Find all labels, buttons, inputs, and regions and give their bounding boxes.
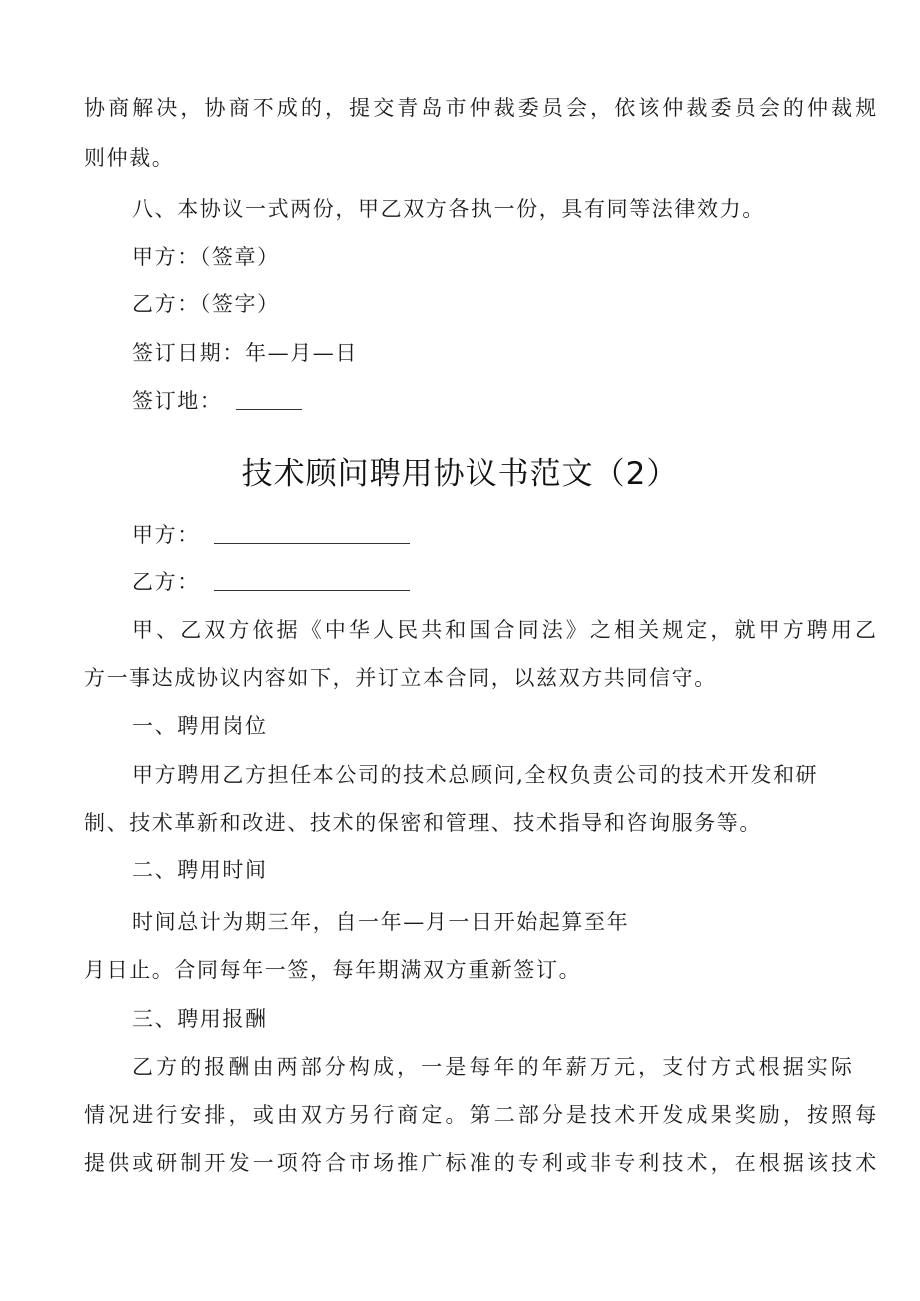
paragraph-line: 协商解决，协商不成的，提交青岛市仲裁委员会，依该仲裁委员会的仲裁规 (84, 96, 880, 120)
paragraph-line: 方一事达成协议内容如下，并订立本合同，以兹双方共同信守。 (84, 666, 717, 690)
paragraph-line: 月日止。合同每年一签，每年期满双方重新签订。 (84, 958, 582, 982)
sign-date: 签订日期：年—月—日 (132, 341, 358, 365)
party-b-label: 乙方： (132, 570, 200, 594)
paragraph-line: 甲、乙双方依据《中华人民共和国合同法》之相关规定，就甲方聘用乙 (132, 618, 880, 642)
paragraph-line: 则仲裁。 (84, 146, 175, 170)
sign-place (132, 391, 892, 412)
section-heading: 二、聘用时间 (132, 858, 268, 882)
paragraph-line: 甲方聘用乙方担任本公司的技术总顾问,全权负责公司的技术开发和研 (132, 763, 819, 787)
party-b-field (132, 572, 892, 593)
paragraph-line: 时间总计为期三年，自一年—月一日开始起算至年 (132, 910, 630, 934)
party-a-blank (214, 542, 410, 544)
clause-eight: 八、本协议一式两份，甲乙双方各执一份，具有同等法律效力。 (132, 197, 765, 221)
party-a-label: 甲方： (132, 523, 200, 547)
paragraph-line: 制、技术革新和改进、技术的保密和管理、技术指导和咨询服务等。 (84, 811, 762, 835)
document-title: 技术顾问聘用协议书范文（2） (241, 456, 679, 492)
party-a-signature: 甲方：（签章） (132, 245, 280, 269)
party-a-field (132, 525, 892, 546)
sign-place-label: 签订地： (132, 389, 223, 413)
paragraph-line: 情况进行安排，或由双方另行商定。第二部分是技术开发成果奖励，按照每 (84, 1103, 880, 1127)
paragraph-line: 提供或研制开发一项符合市场推广标准的专利或非专利技术，在根据该技术 (84, 1151, 880, 1175)
sign-place-blank (236, 408, 302, 410)
section-heading: 三、聘用报酬 (132, 1007, 268, 1031)
section-heading: 一、聘用岗位 (132, 714, 268, 738)
party-b-signature: 乙方：（签字） (132, 292, 280, 316)
party-b-blank (214, 589, 410, 591)
paragraph-line: 乙方的报酬由两部分构成，一是每年的年薪万元，支付方式根据实际 (132, 1055, 855, 1079)
